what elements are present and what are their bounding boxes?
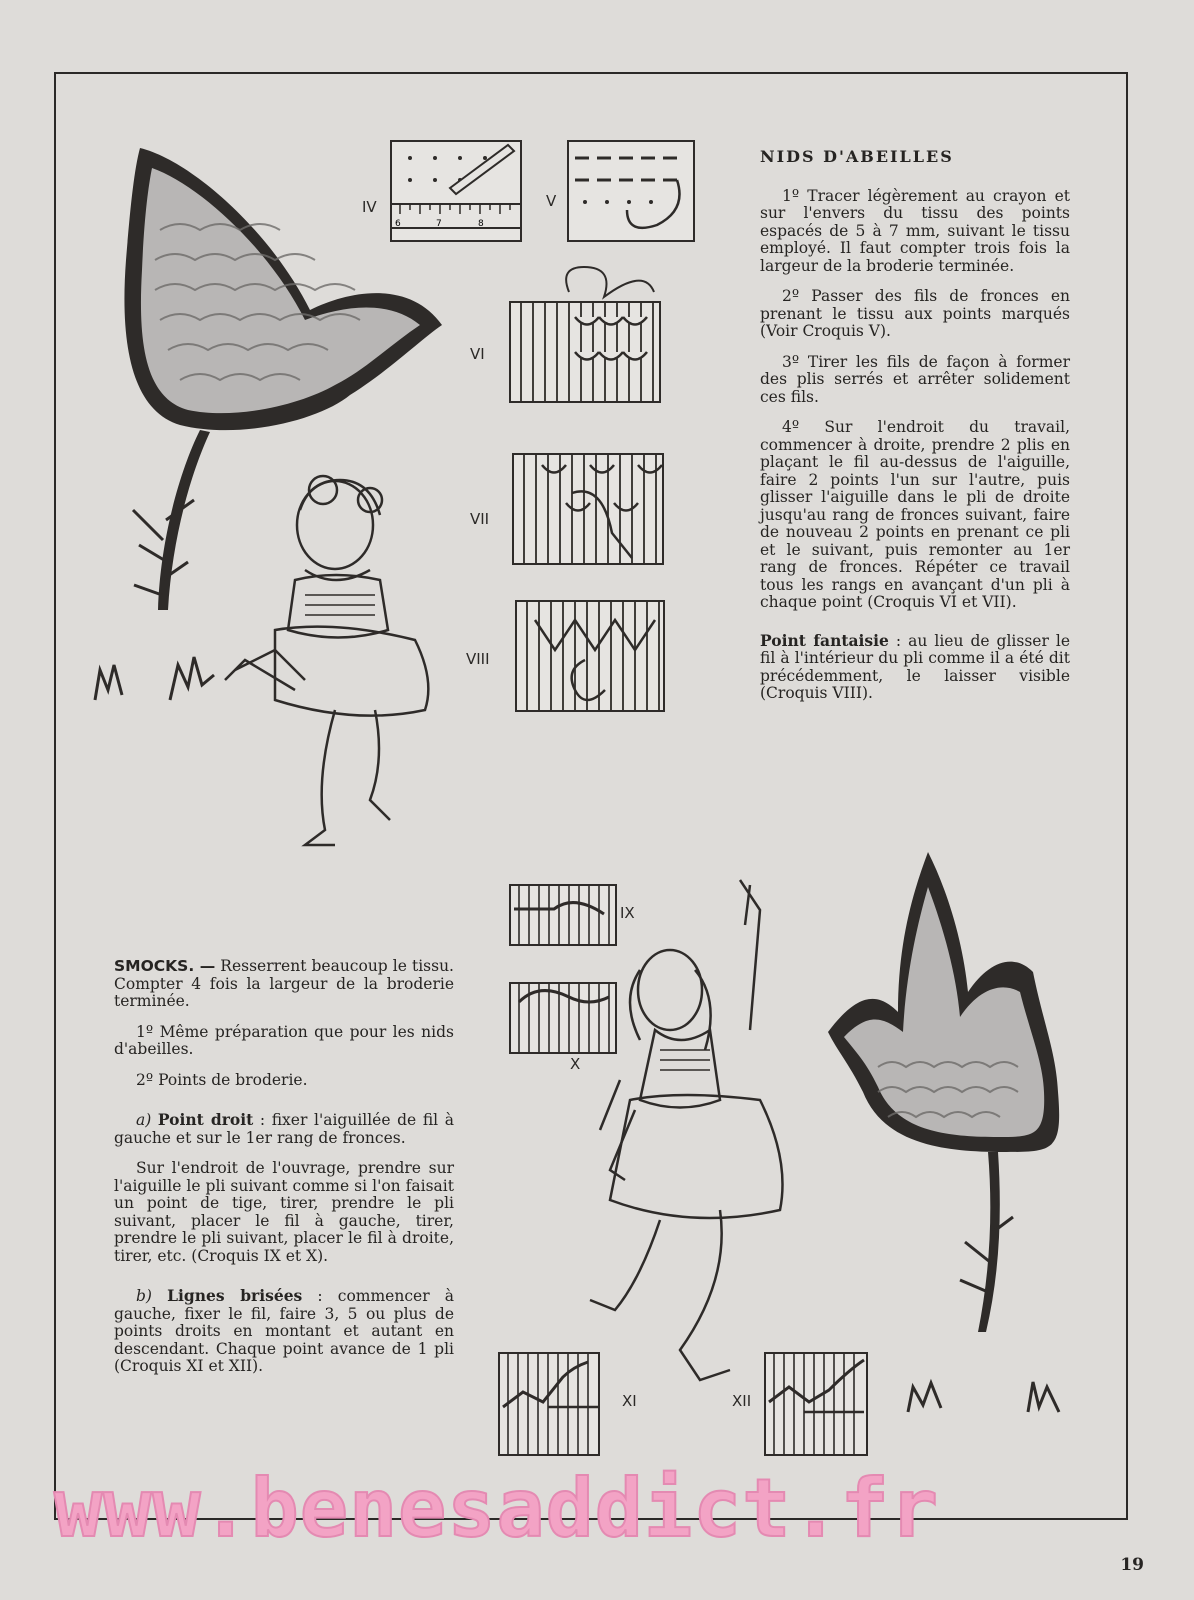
point-droit-title: Point droit — [157, 1110, 254, 1129]
croquis-label-vii: VII — [470, 510, 490, 528]
lignes-brisees-prefix: b) — [136, 1287, 152, 1305]
sitting-girl-illustration — [215, 470, 455, 860]
nids-step-1: 1º Tracer légèrement au crayon et sur l'envers du tissu des points espacés de 5 à 7 mm, suivant le tissu employé. Il faut compter trois fois la largeur de la broderie terminée. — [760, 186, 1070, 275]
point-droit-text: : fixer l'aiguillée de fil à gauche et sur le 1er rang de fronces. — [114, 1111, 454, 1147]
croquis-label-v: V — [546, 192, 557, 210]
croquis-label-viii: VIII — [466, 650, 490, 668]
point-fantaisie-text: : au lieu de glisser le fil à l'intérieur du pli comme il a été dit précédemment, le laisser visible (Croquis VIII). — [760, 631, 1070, 702]
nids-step-2: 2º Passer des fils de fronces en prenant le tissu aux points marqués (Voir Croquis V). — [760, 287, 1070, 340]
nids-step-4: 4º Sur l'endroit du travail, commencer à droite, prendre 2 plis en plaçant le fil au-dessus de l'aiguille, faire 2 points l'un sur l'autre, puis glisser l'aiguille dans le pli de droite jusqu'au rang de fronces suivant, faire de nouveau 2 points en prenant ce pli et le suivant, puis remonter au 1er rang de fronces. Répéter ce travail tous les rangs en avançant d'un pli à chaque point (Croquis VI et VII). — [760, 418, 1070, 611]
croquis-xii-lignes-brisees-drawing — [764, 1352, 868, 1456]
croquis-vii-honeycomb-drawing — [512, 453, 664, 565]
smocks-intro — [114, 958, 454, 1011]
point-droit-paragraph-2: Sur l'endroit de l'ouvrage, prendre sur l'aiguille le pli suivant comme si l'on faisait un point de tige, tirer, prendre le pli suivant, placer le fil à gauche, tirer, prendre le pli suivant, placer le fil à droite, tirer, etc. (Croquis IX et X). — [114, 1159, 454, 1265]
lignes-brisees-text: : commencer à gauche, fixer le fil, faire 3, 5 ou plus de points droits en montant et autant en descendant. Chaque point avance de 1 pli (Croquis XI et XII). — [114, 1287, 454, 1375]
ruler-number-8: 8 — [478, 219, 484, 229]
croquis-label-ix: IX — [620, 904, 635, 922]
croquis-label-vi: VI — [470, 345, 485, 363]
point-droit-paragraph — [114, 1111, 454, 1147]
smocked-flower-illustration-bottom — [818, 852, 1088, 1412]
smocks-title: SMOCKS. — — [114, 957, 216, 975]
croquis-label-xi: XI — [622, 1392, 637, 1410]
smocks-step-2: 2º Points de broderie. — [136, 1070, 308, 1089]
smocks-step-1: 1º Même préparation que pour les nids d'abeilles. — [114, 1022, 454, 1058]
croquis-label-xii: XII — [732, 1392, 752, 1410]
croquis-v-gathering-drawing — [567, 140, 695, 242]
croquis-label-iv: IV — [362, 198, 377, 216]
smocks-column — [114, 958, 454, 1389]
croquis-label-x: X — [570, 1055, 581, 1073]
ruler-number-7: 7 — [436, 219, 442, 229]
croquis-xi-lignes-brisees-drawing — [498, 1352, 600, 1456]
croquis-vi-honeycomb-drawing — [509, 262, 661, 404]
ruler-number-6: 6 — [395, 219, 401, 229]
point-fantaisie-title: Point fantaisie — [760, 630, 889, 650]
point-droit-prefix: a) — [136, 1111, 152, 1129]
nids-abeilles-column — [760, 148, 1070, 716]
croquis-iv-ruler-drawing — [390, 140, 522, 242]
smocks-intro-text: Resserrent beaucoup le tissu. Compter 4 fois la largeur de la broderie terminée. — [114, 957, 454, 1010]
page-number: 19 — [1120, 1555, 1144, 1575]
watermark-url: www.benesaddict.fr — [54, 1462, 939, 1555]
nids-abeilles-heading: NIDS D'ABEILLES — [760, 147, 954, 166]
nids-step-3: 3º Tirer les fils de façon à former des plis serrés et arrêter solidement ces fils. — [760, 352, 1070, 406]
croquis-viii-point-fantaisie-drawing — [515, 600, 665, 712]
dancing-girl-illustration — [600, 880, 810, 1410]
point-fantaisie-paragraph — [760, 632, 1070, 703]
lignes-brisees-paragraph — [114, 1287, 454, 1376]
lignes-brisees-title: Lignes brisées — [167, 1286, 303, 1305]
